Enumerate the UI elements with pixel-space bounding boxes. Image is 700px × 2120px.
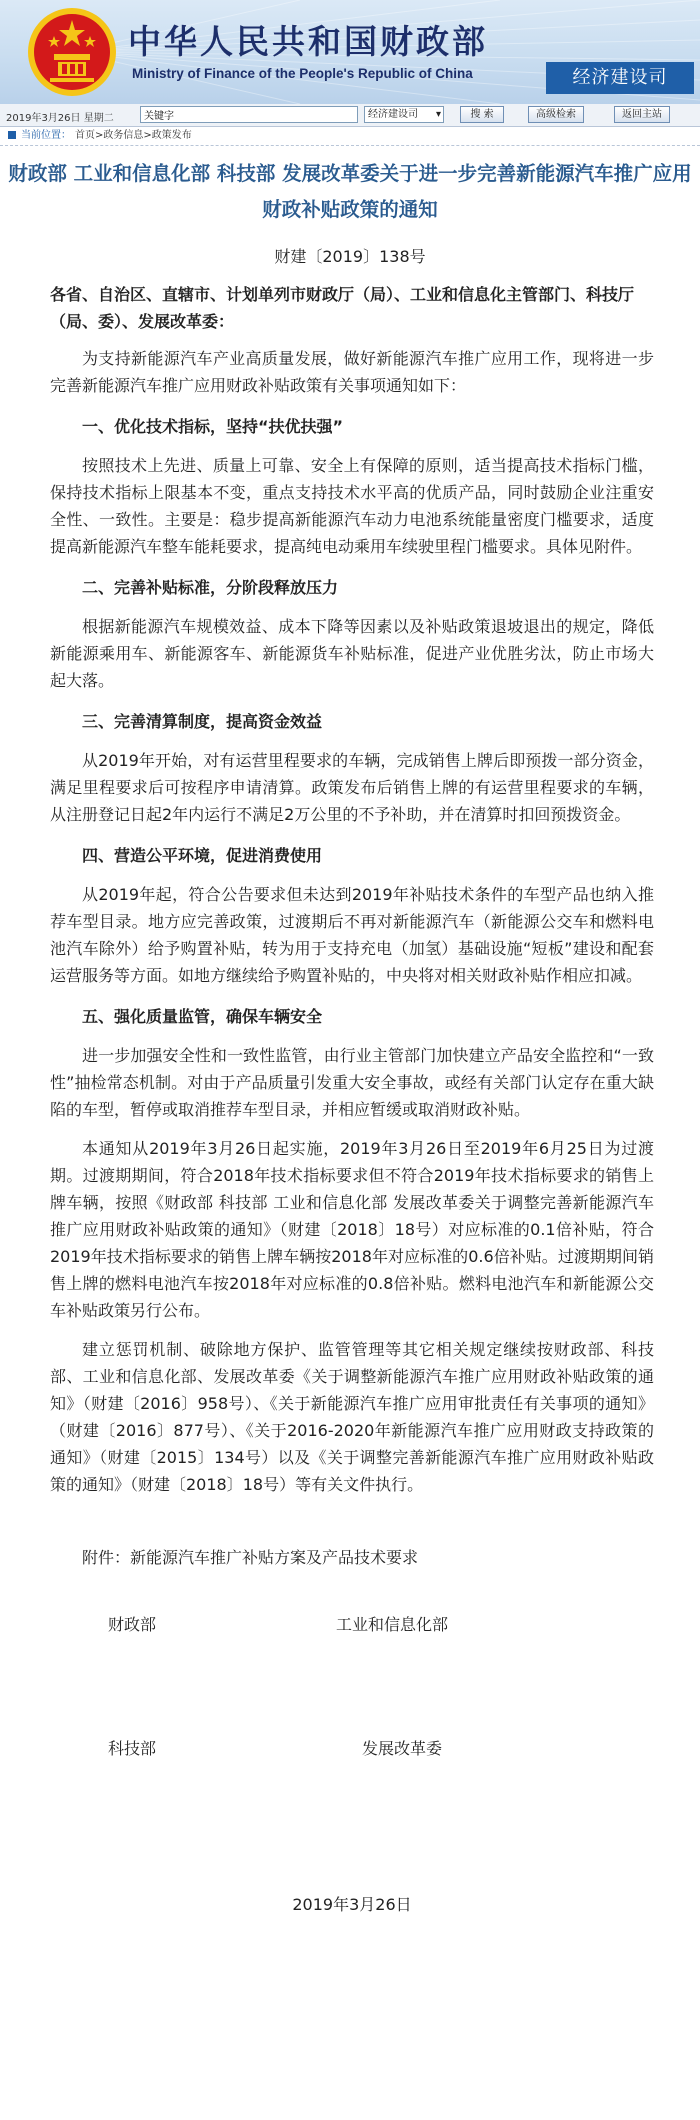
- site-banner: [0, 0, 700, 104]
- current-date: 2019年3月26日 星期二: [6, 113, 114, 124]
- breadcrumb-label: 当前位置：: [21, 130, 71, 141]
- addressee: 各省、自治区、直辖市、计划单列市财政厅（局）、工业和信息化主管部门、科技厅（局、委）、发展改革委：: [50, 285, 635, 331]
- search-button[interactable]: 搜 索: [460, 106, 504, 123]
- signing-date: 2019年3月26日: [292, 1895, 412, 1914]
- search-scope-select[interactable]: [364, 106, 444, 123]
- national-emblem-icon: [26, 6, 118, 98]
- signatory-most: 科技部: [108, 1739, 157, 1758]
- section-paragraph: 根据新能源汽车规模效益、成本下降等因素以及补贴政策退坡退出的规定，降低新能源乘用车、新能源客车、新能源货车补贴标准，促进产业优胜劣汰，防止市场大起大落。: [50, 617, 654, 690]
- section-paragraph: 按照技术上先进、质量上可靠、安全上有保障的原则，适当提高技术指标门槛，保持技术指标上限基本不变，重点支持技术水平高的优质产品，同时鼓励企业注重安全性、一致性。主要是：稳步提高新能源汽车动力电池系统能量密度门槛要求，适度提高新能源汽车整车能耗要求，提高纯电动乘用车续驶里程门槛要求。具体见附件。: [50, 456, 654, 556]
- keyword-search-input[interactable]: [140, 106, 358, 123]
- breadcrumb-separator: >: [143, 130, 152, 141]
- search-scope-value: 经济建设司: [368, 109, 418, 120]
- closing-paragraph: 建立惩罚机制、破除地方保护、监管管理等其它相关规定继续按财政部、科技部、工业和信息化部、发展改革委《关于调整新能源汽车推广应用财政补贴政策的通知》（财建〔2016〕958号）、《关于新能源汽车推广应用审批责任有关事项的通知》（财建〔2016〕877号）、《关于2016-2020年新能源汽车推广应用财政支持政策的通知》（财建〔2015〕134号）以及《关于调整完善新能源汽车推广应用财政补贴政策的通知》（财建〔2018〕18号）等有关文件执行。: [50, 1340, 654, 1494]
- breadcrumb: [0, 127, 700, 146]
- search-toolbar: [0, 104, 700, 127]
- section-heading: 三、完善清算制度，提高资金效益: [82, 712, 323, 731]
- ministry-english-name: Ministry of Finance of the People's Republic of China: [132, 66, 473, 81]
- transition-paragraph: 本通知从2019年3月26日起实施，2019年3月26日至2019年6月25日为过渡期。过渡期期间，符合2018年技术指标要求但不符合2019年技术指标要求的销售上牌车辆，按照《财政部 科技部 工业和信息化部 发展改革委关于调整完善新能源汽车推广应用财政补贴政策的通知》（财建〔2018〕18号）对应标准的0.1倍补贴，符合2019年技术指标要求的销售上牌车辆按2018年对应标准的0.6倍补贴。过渡期期间销售上牌的燃料电池汽车按2018年对应标准的0.8倍补贴。燃料电池汽车和新能源公交车补贴政策另行公布。: [50, 1139, 654, 1320]
- breadcrumb-home-link[interactable]: 首页: [75, 130, 95, 141]
- return-home-button[interactable]: 返回主站: [614, 106, 670, 123]
- section-heading: 四、营造公平环境，促进消费使用: [82, 846, 323, 865]
- department-badge[interactable]: 经济建设司: [546, 62, 694, 94]
- intro-paragraph: 为支持新能源汽车产业高质量发展，做好新能源汽车推广应用工作，现将进一步完善新能源汽车推广应用财政补贴政策有关事项通知如下：: [50, 349, 654, 395]
- attachment-line: 附件：新能源汽车推广补贴方案及产品技术要求: [82, 1548, 419, 1567]
- signatory-miit: 工业和信息化部: [336, 1615, 449, 1634]
- ministry-chinese-name: 中华人民共和国财政部: [128, 22, 488, 61]
- breadcrumb-policy-link[interactable]: 政策发布: [151, 130, 192, 141]
- breadcrumb-separator: >: [95, 130, 104, 141]
- article-body: [0, 281, 700, 1918]
- section-heading: 五、强化质量监管，确保车辆安全: [82, 1007, 323, 1026]
- signatory-ndrc: 发展改革委: [362, 1739, 443, 1758]
- section-paragraph: 从2019年开始，对有运营里程要求的车辆，完成销售上牌后即预拨一部分资金，满足里程要求后可按程序申请清算。政策发布后销售上牌的有运营里程要求的车辆，从注册登记日起2年内运行不满足2万公里的不予补助，并在清算时扣回预拨资金。: [50, 751, 654, 824]
- section-paragraph: 从2019年起，符合公告要求但未达到2019年补贴技术条件的车型产品也纳入推荐车型目录。地方应完善政策，过渡期后不再对新能源汽车（新能源公交车和燃料电池汽车除外）给予购置补贴，转为用于支持充电（加氢）基础设施“短板”建设和配套运营服务等方面。如地方继续给予购置补贴的，中央将对相关财政补贴作相应扣减。: [50, 885, 654, 985]
- breadcrumb-govinfo-link[interactable]: 政务信息: [103, 130, 144, 141]
- signatory-mof: 财政部: [108, 1615, 157, 1634]
- advanced-search-button[interactable]: 高级检索: [528, 106, 584, 123]
- section-paragraph: 进一步加强安全性和一致性监管，由行业主管部门加快建立产品安全监控和“一致性”抽检常态机制。对由于产品质量引发重大安全事故，或经有关部门认定存在重大缺陷的车型，暂停或取消推荐车型目录，并相应暂缓或取消财政补贴。: [50, 1046, 654, 1119]
- document-number: 财建〔2019〕138号: [274, 247, 426, 266]
- article-title: 财政部 工业和信息化部 科技部 发展改革委关于进一步完善新能源汽车推广应用财政补贴政策的通知: [8, 162, 692, 221]
- section-heading: 二、完善补贴标准，分阶段释放压力: [82, 578, 339, 597]
- section-heading: 一、优化技术指标，坚持“扶优扶强”: [82, 417, 344, 436]
- chevron-down-icon: ▾: [435, 109, 441, 120]
- signatories: [50, 1611, 654, 1891]
- location-icon: [8, 131, 16, 139]
